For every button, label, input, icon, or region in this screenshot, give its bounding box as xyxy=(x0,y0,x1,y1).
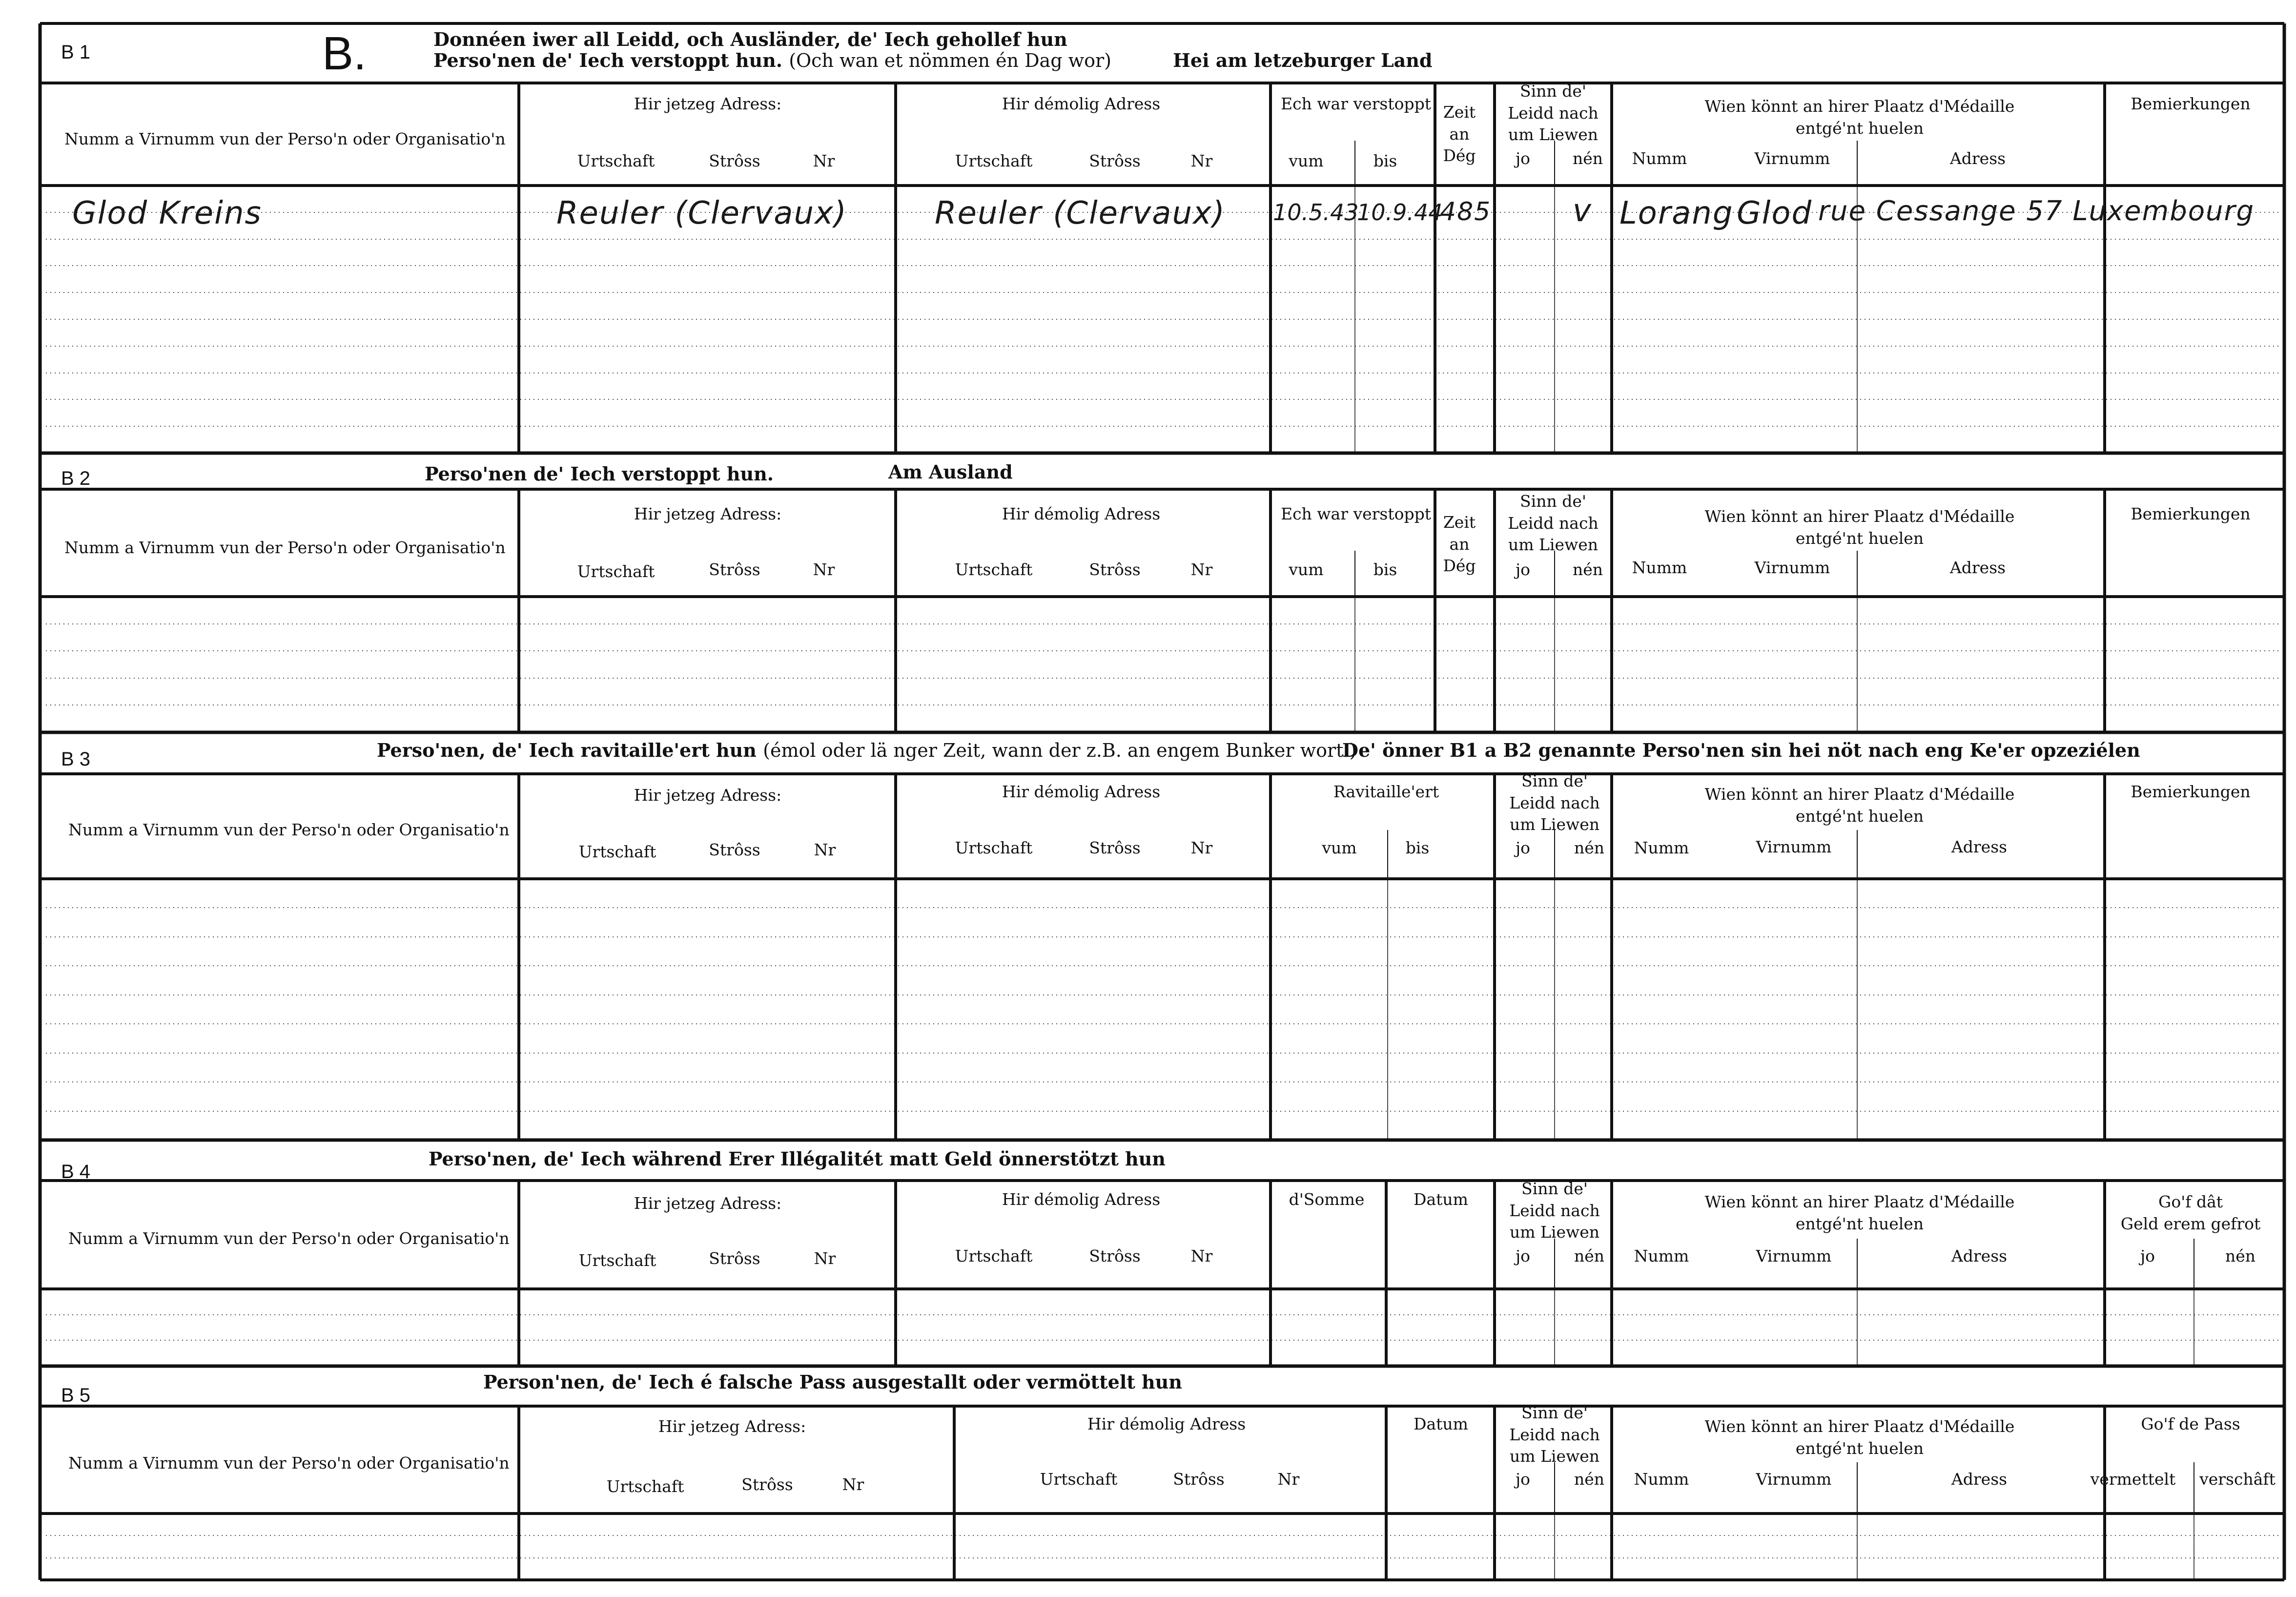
b2-header-street: Strôss xyxy=(709,560,760,579)
b4-header-sum: d'Somme xyxy=(1289,1190,1365,1209)
section-b1-label: B 1 xyxy=(61,41,91,63)
b4-header-money-yes: jo xyxy=(2140,1246,2155,1265)
b4-header-number: Nr xyxy=(814,1249,836,1268)
b1-entry-from: 10.5.43 xyxy=(1273,199,1359,226)
b1-header-alive xyxy=(1508,81,1598,146)
b1-header-surname: Numm xyxy=(1632,149,1687,168)
b1-header-town: Urtschaft xyxy=(577,151,655,170)
b3-header-number: Nr xyxy=(814,840,836,859)
b5-alive-line1: Sinn de' xyxy=(1521,1403,1588,1422)
b3-alive-line2: Leidd nach xyxy=(1509,793,1600,812)
b5-header-former-number: Nr xyxy=(1277,1470,1300,1489)
b4-alive-line3: um Liewen xyxy=(1509,1223,1600,1242)
b1-header-from: vum xyxy=(1289,151,1324,170)
form-letter: B. xyxy=(322,27,367,80)
b3-header-former-address: Hir démolig Adress xyxy=(1002,782,1161,801)
b1-header-medal xyxy=(1705,96,2015,139)
b1-header-former-number: Nr xyxy=(1190,151,1213,170)
b1-header-street: Strôss xyxy=(709,151,760,170)
b4-header-town: Urtschaft xyxy=(578,1251,656,1270)
b3-alive-line3: um Liewen xyxy=(1509,815,1600,834)
b3-header-name: Numm a Virnumm vun der Perso'n oder Organisatio'n xyxy=(68,820,510,839)
b4-header-address: Adress xyxy=(1951,1246,2008,1265)
b5-header-surname: Numm xyxy=(1634,1470,1689,1489)
b5-medal-line1: Wien könnt an hirer Plaatz d'Médaille xyxy=(1704,1417,2015,1436)
b1-alive-line2: Leidd nach xyxy=(1508,103,1599,123)
b3-header-street: Strôss xyxy=(709,840,760,859)
b2-header-from: vum xyxy=(1289,560,1324,579)
b2-header-address: Adress xyxy=(1949,558,2006,577)
b4-header-yes: jo xyxy=(1515,1246,1531,1265)
b2-duration-line3: Dég xyxy=(1443,556,1476,576)
b2-header-no: nén xyxy=(1572,560,1603,579)
b4-header-former-town: Urtschaft xyxy=(955,1246,1033,1265)
section-b3-title xyxy=(377,741,1356,760)
b2-header-alive xyxy=(1508,491,1598,556)
b5-header-date: Datum xyxy=(1414,1414,1468,1433)
b5-header-name: Numm a Virnumm vun der Perso'n oder Organisatio'n xyxy=(68,1453,510,1473)
b4-money-line2: Geld erem gefrot xyxy=(2120,1214,2261,1233)
section-b1-title-line1: Donnéen iwer all Leidd, och Ausländer, de' Iech gehollef hun xyxy=(433,28,1067,50)
b3-alive-line1: Sinn de' xyxy=(1521,771,1588,790)
b5-header-current-address: Hir jetzeg Adress: xyxy=(658,1417,806,1436)
b3-header-current-address: Hir jetzeg Adress: xyxy=(634,786,782,805)
b1-header-former-town: Urtschaft xyxy=(955,151,1033,170)
b3-header-remarks: Bemierkungen xyxy=(2131,782,2251,801)
b1-header-address: Adress xyxy=(1949,149,2006,168)
section-b5-title: Person'nen, de' Iech é falsche Pass ausgestallt oder vermöttelt hun xyxy=(483,1371,1182,1393)
b2-header-remarks: Bemierkungen xyxy=(2131,504,2251,523)
b1-header-first-name: Virnumm xyxy=(1754,149,1830,168)
b2-header-number: Nr xyxy=(813,560,835,579)
b4-header-former-number: Nr xyxy=(1190,1246,1213,1265)
b3-header-town: Urtschaft xyxy=(578,842,656,861)
section-b3-title-note: (émol oder lä nger Zeit, wann der z.B. an engem Bunker wort.) xyxy=(763,740,1357,761)
b3-header-from: vum xyxy=(1322,838,1357,857)
b1-entry-days: 485 xyxy=(1440,197,1492,227)
b1-entry-until: 10.9.44 xyxy=(1357,199,1443,226)
b1-header-yes: jo xyxy=(1515,149,1531,168)
b4-medal-line2: entgé'nt huelen xyxy=(1795,1214,1924,1233)
b5-header-procured: verschâft xyxy=(2199,1470,2276,1489)
b1-entry-name: Glod Kreins xyxy=(72,195,262,231)
section-b2-label: B 2 xyxy=(61,468,91,489)
b3-header-address: Adress xyxy=(1951,837,2008,856)
b2-alive-line3: um Liewen xyxy=(1508,535,1599,555)
b1-entry-medal-address: rue Cessange 57 Luxembourg xyxy=(1818,195,2255,227)
b4-header-former-street: Strôss xyxy=(1089,1246,1141,1265)
b1-medal-line2: entgé'nt huelen xyxy=(1795,118,1924,138)
b1-alive-line1: Sinn de' xyxy=(1520,82,1586,101)
b5-alive-line2: Leidd nach xyxy=(1509,1425,1600,1444)
b4-header-former-address: Hir démolig Adress xyxy=(1002,1190,1161,1209)
b4-header-first-name: Virnumm xyxy=(1756,1246,1832,1265)
b3-medal-line1: Wien könnt an hirer Plaatz d'Médaille xyxy=(1704,785,2015,804)
b1-header-no: nén xyxy=(1572,149,1603,168)
b2-header-first-name: Virnumm xyxy=(1754,558,1830,577)
b1-header-name: Numm a Virnumm vun der Perso'n oder Organisatio'n xyxy=(64,129,506,148)
b2-header-former-town: Urtschaft xyxy=(955,560,1033,579)
section-b3-label: B 3 xyxy=(61,748,91,770)
b1-entry-current-address: Reuler (Clervaux) xyxy=(556,195,847,231)
b2-medal-line2: entgé'nt huelen xyxy=(1795,528,1924,548)
b2-header-duration xyxy=(1443,512,1476,577)
section-b1-region: Hei am letzeburger Land xyxy=(1173,49,1433,71)
b2-header-current-address: Hir jetzeg Adress: xyxy=(634,504,782,523)
b4-header-date: Datum xyxy=(1414,1190,1468,1209)
b5-header-pass: Go'f de Pass xyxy=(2141,1414,2240,1433)
b3-header-surname: Numm xyxy=(1634,838,1689,857)
b4-header-current-address: Hir jetzeg Adress: xyxy=(634,1194,782,1213)
section-b1-title-line2 xyxy=(433,51,1111,70)
b1-duration-line3: Dég xyxy=(1443,146,1476,166)
section-b3-title-extra: De' önner B1 a B2 genannte Perso'nen sin hei nöt nach eng Ke'er opzeziélen xyxy=(1342,739,2140,761)
b5-header-former-address: Hir démolig Adress xyxy=(1087,1414,1246,1433)
b5-alive-line3: um Liewen xyxy=(1509,1447,1600,1466)
b4-header-money-given xyxy=(2121,1191,2260,1235)
b1-entry-medal-first-name: Glod xyxy=(1737,195,1813,231)
b2-header-former-address: Hir démolig Adress xyxy=(1002,504,1161,523)
b5-header-number: Nr xyxy=(842,1475,864,1494)
section-b4-title: Perso'nen, de' Iech während Erer Illégalitét matt Geld önnerstötzt hun xyxy=(429,1148,1166,1170)
b1-header-duration xyxy=(1443,102,1476,167)
b3-header-yes: jo xyxy=(1515,838,1531,857)
b4-header-name: Numm a Virnumm vun der Perso'n oder Organisatio'n xyxy=(68,1229,510,1248)
b2-header-surname: Numm xyxy=(1632,558,1687,577)
b5-header-medal xyxy=(1705,1416,2015,1459)
b4-header-no: nén xyxy=(1574,1246,1605,1265)
section-b5-label: B 5 xyxy=(61,1385,91,1406)
b1-header-remarks: Bemierkungen xyxy=(2131,94,2251,113)
b3-header-former-town: Urtschaft xyxy=(955,838,1033,857)
b4-money-line1: Go'f dât xyxy=(2158,1192,2223,1211)
b3-header-medal xyxy=(1705,784,2015,827)
b5-header-town: Urtschaft xyxy=(606,1477,684,1496)
b5-header-no: nén xyxy=(1574,1470,1605,1489)
b1-duration-line1: Zeit xyxy=(1443,103,1476,122)
b1-duration-line2: an xyxy=(1449,124,1470,144)
b4-header-surname: Numm xyxy=(1634,1246,1689,1265)
b2-alive-line2: Leidd nach xyxy=(1508,513,1599,533)
b2-alive-line1: Sinn de' xyxy=(1520,492,1586,511)
b2-header-name: Numm a Virnumm vun der Perso'n oder Organisatio'n xyxy=(64,538,506,557)
b3-header-alive xyxy=(1509,770,1599,836)
b5-header-street: Strôss xyxy=(741,1475,793,1494)
b1-header-former-street: Strôss xyxy=(1089,151,1141,170)
b4-header-money-no: nén xyxy=(2225,1246,2256,1265)
b2-header-medal xyxy=(1705,506,2015,549)
b3-header-supplied: Ravitaille'ert xyxy=(1333,782,1439,801)
section-b2-title: Perso'nen de' Iech verstoppt hun. xyxy=(425,463,774,485)
b2-header-town: Urtschaft xyxy=(577,562,655,581)
b2-duration-line1: Zeit xyxy=(1443,513,1476,532)
b2-medal-line1: Wien könnt an hirer Plaatz d'Médaille xyxy=(1704,507,2015,526)
b3-header-no: nén xyxy=(1574,838,1605,857)
b4-medal-line1: Wien könnt an hirer Plaatz d'Médaille xyxy=(1704,1192,2015,1211)
b2-header-former-number: Nr xyxy=(1190,560,1213,579)
b5-header-address: Adress xyxy=(1951,1470,2008,1489)
b3-medal-line2: entgé'nt huelen xyxy=(1795,806,1924,826)
b5-header-alive xyxy=(1509,1402,1599,1468)
section-b4-label: B 4 xyxy=(61,1161,91,1182)
b3-header-until: bis xyxy=(1405,838,1430,857)
b1-medal-line1: Wien könnt an hirer Plaatz d'Médaille xyxy=(1704,97,2015,116)
b5-header-former-town: Urtschaft xyxy=(1040,1470,1118,1489)
b1-entry-alive-no: v xyxy=(1573,193,1592,229)
b2-duration-line2: an xyxy=(1449,534,1470,554)
b1-header-until: bis xyxy=(1373,151,1397,170)
b2-header-yes: jo xyxy=(1515,560,1531,579)
b1-header-hidden: Ech war verstoppt xyxy=(1280,94,1432,113)
b3-header-first-name: Virnumm xyxy=(1756,837,1832,856)
b2-header-until: bis xyxy=(1373,560,1397,579)
section-b1-title-who: Perso'nen de' Iech verstoppt hun. xyxy=(433,49,782,71)
section-b1-title-note: (Och wan et nömmen én Dag wor) xyxy=(789,50,1111,71)
section-b3-title-who: Perso'nen, de' Iech ravitaille'ert hun xyxy=(377,739,757,761)
b4-alive-line2: Leidd nach xyxy=(1509,1201,1600,1220)
b2-header-former-street: Strôss xyxy=(1089,560,1141,579)
b5-header-yes: jo xyxy=(1515,1470,1531,1489)
b1-header-number: Nr xyxy=(813,151,835,170)
b3-header-former-street: Strôss xyxy=(1089,838,1141,857)
b4-header-street: Strôss xyxy=(709,1249,760,1268)
b5-medal-line2: entgé'nt huelen xyxy=(1795,1438,1924,1458)
b5-header-former-street: Strôss xyxy=(1173,1470,1225,1489)
section-b2-region: Am Ausland xyxy=(888,461,1013,483)
b3-header-former-number: Nr xyxy=(1190,838,1213,857)
b1-entry-former-address: Reuler (Clervaux) xyxy=(935,195,1226,231)
b5-header-first-name: Virnumm xyxy=(1756,1470,1832,1489)
b1-header-former-address: Hir démolig Adress xyxy=(1002,94,1161,113)
b4-header-medal xyxy=(1705,1191,2015,1235)
b1-alive-line3: um Liewen xyxy=(1508,125,1599,145)
b2-header-hidden: Ech war verstoppt xyxy=(1280,504,1432,523)
b4-alive-line1: Sinn de' xyxy=(1521,1179,1588,1198)
b1-header-current-address: Hir jetzeg Adress: xyxy=(634,94,782,113)
b5-header-arranged: vermettelt xyxy=(2090,1470,2176,1489)
b4-header-alive xyxy=(1509,1178,1599,1244)
b1-entry-medal-name: Lorang xyxy=(1620,195,1734,231)
